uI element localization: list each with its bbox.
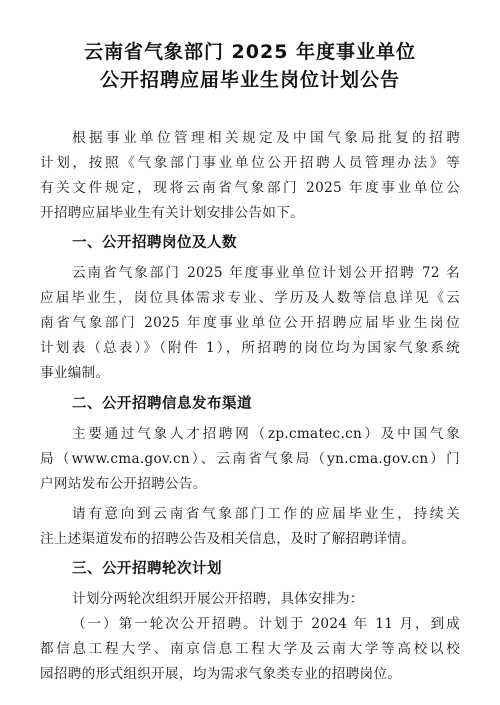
intro-line-1: 根据事业单位管理相关规定及中国气象局批复的招聘 bbox=[72, 130, 460, 146]
intro-line-2: 计划，按照《气象部门事业单位公开招聘人员管理办法》等 bbox=[40, 155, 460, 171]
section-1-line-1: 云南省气象部门 2025 年度事业单位计划公开招聘 72 名 bbox=[72, 265, 460, 281]
section-2-line-1: 主要通过气象人才招聘网（zp.cmatec.cn）及中国气象 bbox=[72, 426, 460, 442]
section-3-line-4: 园招聘的形式组织开展，均为需求气象类专业的招聘岗位。 bbox=[40, 666, 402, 682]
document-title-line-1: 云南省气象部门 2025 年度事业单位 bbox=[83, 41, 417, 63]
section-3-line-3: 都信息工程大学、南京信息工程大学及云南大学等高校以校 bbox=[40, 641, 460, 657]
section-1-line-2: 应届毕业生，岗位具体需求专业、学历及人数等信息详见《云 bbox=[40, 290, 460, 306]
section-3-line-1: 计划分两轮次组织开展公开招聘，具体安排为： bbox=[72, 591, 364, 607]
section-1-line-5: 事业编制。 bbox=[40, 365, 110, 381]
section-2-line-4: 请有意向到云南省气象部门工作的应届毕业生，持续关 bbox=[72, 506, 460, 522]
section-2-heading: 二、公开招聘信息发布渠道 bbox=[72, 396, 252, 412]
section-1-line-4: 计划表（总表）》（附件 1），所招聘的岗位均为国家气象系统 bbox=[40, 340, 460, 356]
intro-line-4: 开招聘应届毕业生有关计划安排公告如下。 bbox=[40, 205, 304, 221]
section-3-line-2: （一）第一轮次公开招聘。计划于 2024 年 11 月，到成 bbox=[72, 616, 460, 632]
document-title-line-2: 公开招聘应届毕业生岗位计划公告 bbox=[99, 69, 400, 91]
intro-line-3: 有关文件规定，现将云南省气象部门 2025 年度事业单位公 bbox=[40, 180, 460, 196]
section-3-heading: 三、公开招聘轮次计划 bbox=[72, 561, 222, 577]
section-2-line-3: 户网站发布公开招聘公告。 bbox=[40, 476, 207, 492]
section-1-heading: 一、公开招聘岗位及人数 bbox=[72, 235, 237, 251]
section-2-line-2: 局（www.cma.gov.cn）、云南省气象局（yn.cma.gov.cn）门 bbox=[40, 451, 460, 467]
section-1-line-3: 南省气象部门 2025 年度事业单位公开招聘应届毕业生岗位 bbox=[40, 315, 460, 331]
section-2-line-5: 注上述渠道发布的招聘公告及相关信息，及时了解招聘详情。 bbox=[40, 531, 416, 547]
